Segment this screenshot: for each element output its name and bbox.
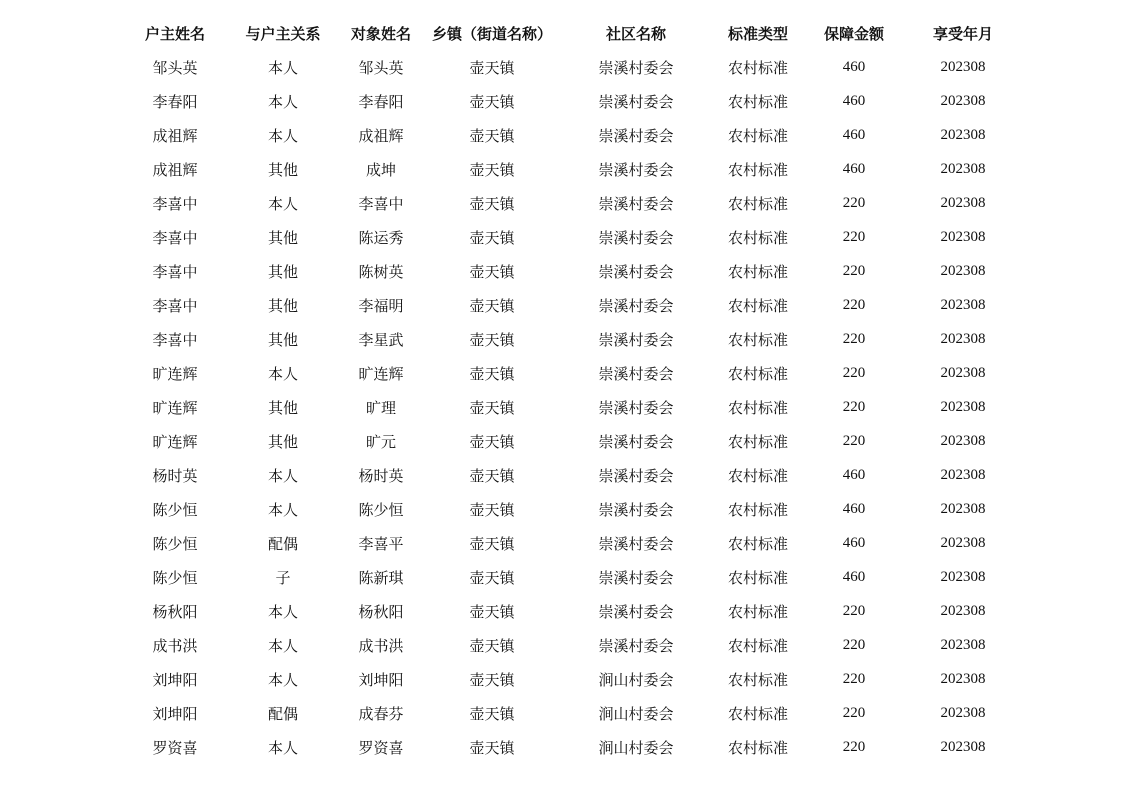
household-head-name-cell: 陈少恒 (152, 500, 198, 519)
recipient-name-cell: 杨时英 (358, 466, 404, 485)
standard-type-cell: 农村标准 (727, 398, 788, 417)
township-cell: 壶天镇 (469, 296, 515, 315)
township-cell: 壶天镇 (469, 126, 515, 145)
relationship-cell: 本人 (267, 126, 298, 145)
household-head-name-cell: 杨秋阳 (152, 602, 198, 621)
recipient-name-cell: 陈树英 (358, 262, 404, 281)
recipient-name-cell: 成春芬 (358, 704, 404, 723)
amount-cell: 460 (842, 92, 866, 109)
community-cell: 崇溪村委会 (598, 398, 674, 417)
year-month-cell: 202308 (940, 160, 986, 177)
amount-cell: 220 (842, 432, 866, 449)
community-cell: 崇溪村委会 (598, 568, 674, 587)
township-cell: 壶天镇 (469, 636, 515, 655)
household-head-name-cell: 旷连辉 (152, 364, 198, 383)
header-amount: 保障金额 (823, 24, 884, 43)
standard-type-cell: 农村标准 (727, 58, 788, 77)
year-month-cell: 202308 (940, 330, 986, 347)
amount-cell: 460 (842, 160, 866, 177)
table-row (117, 322, 1017, 356)
community-cell: 崇溪村委会 (598, 126, 674, 145)
township-cell: 壶天镇 (469, 602, 515, 621)
year-month-cell: 202308 (940, 364, 986, 381)
table-row (117, 118, 1017, 152)
township-cell: 壶天镇 (469, 704, 515, 723)
community-cell: 崇溪村委会 (598, 534, 674, 553)
table-row (117, 50, 1017, 84)
table-row (117, 254, 1017, 288)
township-cell: 壶天镇 (469, 228, 515, 247)
township-cell: 壶天镇 (469, 194, 515, 213)
table-row (117, 390, 1017, 424)
table-row (117, 526, 1017, 560)
relationship-cell: 本人 (267, 500, 298, 519)
township-cell: 壶天镇 (469, 92, 515, 111)
relationship-cell: 其他 (267, 398, 298, 417)
township-cell: 壶天镇 (469, 738, 515, 757)
township-cell: 壶天镇 (469, 466, 515, 485)
recipient-name-cell: 邹头英 (358, 58, 404, 77)
year-month-cell: 202308 (940, 58, 986, 75)
year-month-cell: 202308 (940, 534, 986, 551)
recipient-name-cell: 成祖辉 (358, 126, 404, 145)
relationship-cell: 本人 (267, 738, 298, 757)
recipient-name-cell: 旷理 (365, 398, 396, 417)
relationship-cell: 配偶 (267, 534, 298, 553)
community-cell: 崇溪村委会 (598, 500, 674, 519)
recipient-name-cell: 旷元 (365, 432, 396, 451)
table-row (117, 730, 1017, 764)
township-cell: 壶天镇 (469, 568, 515, 587)
relationship-cell: 其他 (267, 160, 298, 179)
header-household-head-name: 户主姓名 (144, 24, 205, 43)
relationship-cell: 其他 (267, 296, 298, 315)
table-row (117, 492, 1017, 526)
year-month-cell: 202308 (940, 704, 986, 721)
standard-type-cell: 农村标准 (727, 704, 788, 723)
household-head-name-cell: 李喜中 (152, 330, 198, 349)
amount-cell: 220 (842, 262, 866, 279)
community-cell: 崇溪村委会 (598, 58, 674, 77)
township-cell: 壶天镇 (469, 534, 515, 553)
recipient-name-cell: 成坤 (365, 160, 396, 179)
header-community: 社区名称 (605, 24, 666, 43)
amount-cell: 220 (842, 738, 866, 755)
year-month-cell: 202308 (940, 262, 986, 279)
community-cell: 崇溪村委会 (598, 432, 674, 451)
standard-type-cell: 农村标准 (727, 466, 788, 485)
township-cell: 壶天镇 (469, 500, 515, 519)
household-head-name-cell: 杨时英 (152, 466, 198, 485)
header-standard-type: 标准类型 (727, 24, 788, 43)
household-head-name-cell: 旷连辉 (152, 398, 198, 417)
amount-cell: 220 (842, 670, 866, 687)
relationship-cell: 本人 (267, 58, 298, 77)
amount-cell: 460 (842, 500, 866, 517)
year-month-cell: 202308 (940, 296, 986, 313)
household-head-name-cell: 陈少恒 (152, 568, 198, 587)
amount-cell: 220 (842, 602, 866, 619)
amount-cell: 460 (842, 58, 866, 75)
household-head-name-cell: 陈少恒 (152, 534, 198, 553)
year-month-cell: 202308 (940, 398, 986, 415)
table-row (117, 628, 1017, 662)
township-cell: 壶天镇 (469, 364, 515, 383)
community-cell: 崇溪村委会 (598, 636, 674, 655)
community-cell: 崇溪村委会 (598, 296, 674, 315)
community-cell: 崇溪村委会 (598, 262, 674, 281)
year-month-cell: 202308 (940, 670, 986, 687)
header-recipient-name: 对象姓名 (350, 24, 411, 43)
table-row (117, 84, 1017, 118)
year-month-cell: 202308 (940, 466, 986, 483)
community-cell: 涧山村委会 (598, 704, 674, 723)
table-row (117, 356, 1017, 390)
year-month-cell: 202308 (940, 228, 986, 245)
household-head-name-cell: 李喜中 (152, 296, 198, 315)
relationship-cell: 其他 (267, 228, 298, 247)
amount-cell: 460 (842, 126, 866, 143)
recipient-name-cell: 罗资喜 (358, 738, 404, 757)
standard-type-cell: 农村标准 (727, 126, 788, 145)
year-month-cell: 202308 (940, 432, 986, 449)
community-cell: 涧山村委会 (598, 670, 674, 689)
table-row (117, 424, 1017, 458)
community-cell: 崇溪村委会 (598, 160, 674, 179)
standard-type-cell: 农村标准 (727, 534, 788, 553)
standard-type-cell: 农村标准 (727, 432, 788, 451)
household-head-name-cell: 刘坤阳 (152, 670, 198, 689)
standard-type-cell: 农村标准 (727, 228, 788, 247)
township-cell: 壶天镇 (469, 262, 515, 281)
amount-cell: 220 (842, 636, 866, 653)
amount-cell: 460 (842, 568, 866, 585)
table-row (117, 458, 1017, 492)
recipient-name-cell: 杨秋阳 (358, 602, 404, 621)
township-cell: 壶天镇 (469, 398, 515, 417)
table-row (117, 696, 1017, 730)
amount-cell: 220 (842, 364, 866, 381)
amount-cell: 220 (842, 704, 866, 721)
household-head-name-cell: 刘坤阳 (152, 704, 198, 723)
relationship-cell: 本人 (267, 466, 298, 485)
recipient-name-cell: 陈运秀 (358, 228, 404, 247)
recipient-name-cell: 刘坤阳 (358, 670, 404, 689)
community-cell: 涧山村委会 (598, 738, 674, 757)
table-row (117, 288, 1017, 322)
recipient-name-cell: 李喜中 (358, 194, 404, 213)
township-cell: 壶天镇 (469, 58, 515, 77)
amount-cell: 220 (842, 398, 866, 415)
year-month-cell: 202308 (940, 602, 986, 619)
relationship-cell: 本人 (267, 364, 298, 383)
standard-type-cell: 农村标准 (727, 92, 788, 111)
recipient-name-cell: 陈新琪 (358, 568, 404, 587)
household-head-name-cell: 李喜中 (152, 228, 198, 247)
standard-type-cell: 农村标准 (727, 364, 788, 383)
township-cell: 壶天镇 (469, 160, 515, 179)
household-head-name-cell: 成祖辉 (152, 160, 198, 179)
standard-type-cell: 农村标准 (727, 670, 788, 689)
township-cell: 壶天镇 (469, 432, 515, 451)
recipient-name-cell: 李福明 (358, 296, 404, 315)
header-township: 乡镇（街道名称） (431, 24, 552, 43)
table-row (117, 560, 1017, 594)
year-month-cell: 202308 (940, 126, 986, 143)
standard-type-cell: 农村标准 (727, 296, 788, 315)
household-head-name-cell: 李喜中 (152, 194, 198, 213)
standard-type-cell: 农村标准 (727, 636, 788, 655)
household-head-name-cell: 邹头英 (152, 58, 198, 77)
recipient-name-cell: 李喜平 (358, 534, 404, 553)
year-month-cell: 202308 (940, 636, 986, 653)
standard-type-cell: 农村标准 (727, 160, 788, 179)
table-body (117, 50, 1017, 764)
household-head-name-cell: 李喜中 (152, 262, 198, 281)
year-month-cell: 202308 (940, 500, 986, 517)
relationship-cell: 其他 (267, 432, 298, 451)
amount-cell: 220 (842, 194, 866, 211)
relationship-cell: 本人 (267, 602, 298, 621)
household-head-name-cell: 李春阳 (152, 92, 198, 111)
amount-cell: 220 (842, 228, 866, 245)
standard-type-cell: 农村标准 (727, 738, 788, 757)
household-head-name-cell: 罗资喜 (152, 738, 198, 757)
recipient-name-cell: 陈少恒 (358, 500, 404, 519)
household-head-name-cell: 旷连辉 (152, 432, 198, 451)
relationship-cell: 本人 (267, 670, 298, 689)
standard-type-cell: 农村标准 (727, 262, 788, 281)
township-cell: 壶天镇 (469, 330, 515, 349)
table-row (117, 594, 1017, 628)
header-year-month: 享受年月 (932, 24, 993, 43)
table-row (117, 186, 1017, 220)
header-relationship: 与户主关系 (245, 24, 321, 43)
relationship-cell: 配偶 (267, 704, 298, 723)
community-cell: 崇溪村委会 (598, 194, 674, 213)
community-cell: 崇溪村委会 (598, 602, 674, 621)
amount-cell: 460 (842, 466, 866, 483)
year-month-cell: 202308 (940, 568, 986, 585)
relationship-cell: 其他 (267, 262, 298, 281)
year-month-cell: 202308 (940, 738, 986, 755)
relationship-cell: 其他 (267, 330, 298, 349)
recipient-name-cell: 李春阳 (358, 92, 404, 111)
standard-type-cell: 农村标准 (727, 568, 788, 587)
relationship-cell: 本人 (267, 194, 298, 213)
standard-type-cell: 农村标准 (727, 194, 788, 213)
relationship-cell: 子 (275, 568, 291, 587)
recipient-name-cell: 李星武 (358, 330, 404, 349)
community-cell: 崇溪村委会 (598, 330, 674, 349)
community-cell: 崇溪村委会 (598, 228, 674, 247)
standard-type-cell: 农村标准 (727, 330, 788, 349)
amount-cell: 220 (842, 330, 866, 347)
community-cell: 崇溪村委会 (598, 92, 674, 111)
relationship-cell: 本人 (267, 636, 298, 655)
table-row (117, 220, 1017, 254)
year-month-cell: 202308 (940, 194, 986, 211)
recipient-name-cell: 旷连辉 (358, 364, 404, 383)
year-month-cell: 202308 (940, 92, 986, 109)
table-row (117, 152, 1017, 186)
recipient-name-cell: 成书洪 (358, 636, 404, 655)
relationship-cell: 本人 (267, 92, 298, 111)
table-row (117, 662, 1017, 696)
household-head-name-cell: 成书洪 (152, 636, 198, 655)
standard-type-cell: 农村标准 (727, 500, 788, 519)
amount-cell: 460 (842, 534, 866, 551)
amount-cell: 220 (842, 296, 866, 313)
household-head-name-cell: 成祖辉 (152, 126, 198, 145)
township-cell: 壶天镇 (469, 670, 515, 689)
standard-type-cell: 农村标准 (727, 602, 788, 621)
beneficiary-table (117, 16, 1017, 764)
community-cell: 崇溪村委会 (598, 466, 674, 485)
table-header-row (117, 16, 1017, 50)
community-cell: 崇溪村委会 (598, 364, 674, 383)
